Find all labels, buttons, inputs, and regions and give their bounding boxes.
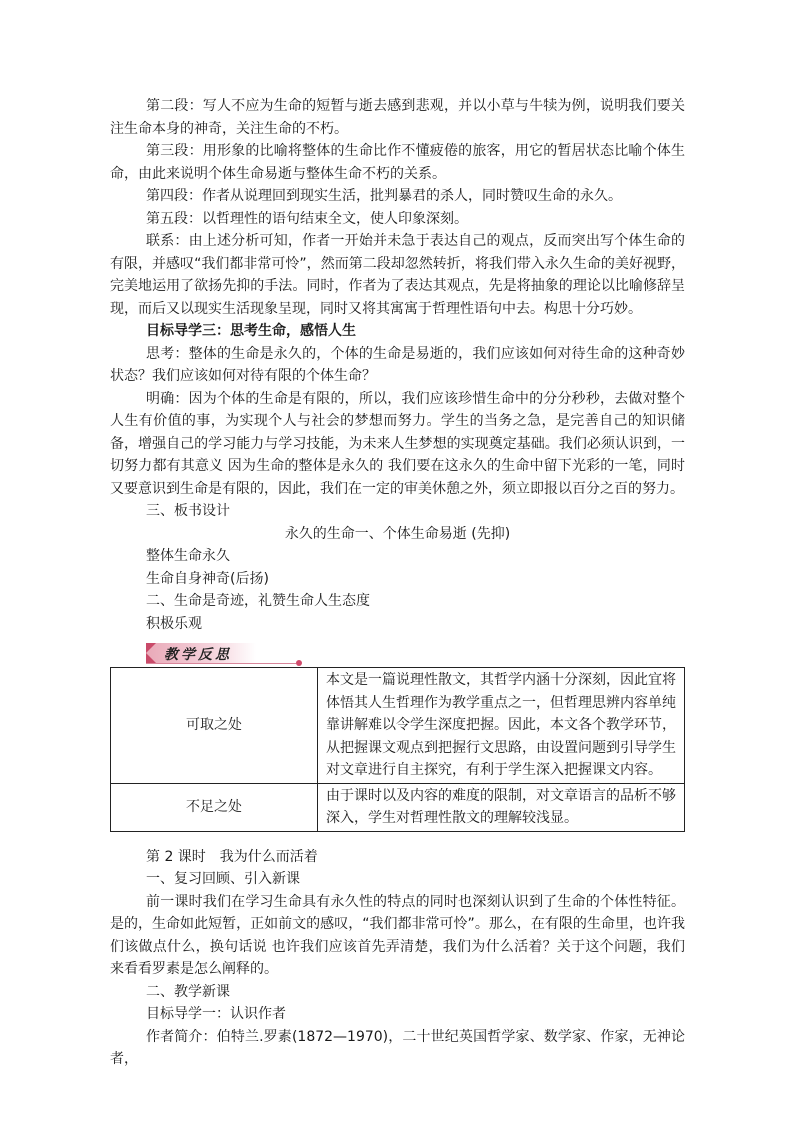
paragraph-lesson-intro: 前一课时我们在学习生命具有永久性的特点的同时也深刻认识到了生命的个体性特征。是的，生命如此短暂，正如前文的感叹，“我们都非常可怜”。那么，在有限的生命里，也许我们该做点什么，换句话说 也许我们应该首先弄清楚，我们为什么活着？关于这个问题，我们来看看罗素是怎么阐释的。 <box>110 893 685 977</box>
paragraph-section-three: 第三段：用形象的比喻将整体的生命比作不懂疲倦的旅客，用它的暂居状态比喻个体生命，由此来说明个体生命易逝与整体生命不朽的关系。 <box>110 143 685 182</box>
paragraph-answer: 明确：因为个体的生命是有限的，所以，我们应该珍惜生命中的分分秒秒，去做对整个人生有价值的事，为实现个人与社会的梦想而努力。学生的当务之急，是完善自己的知识储备，增强自己的学习能力与学习技能，为未来人生梦想的实现奠定基础。我们必须认识到，一切努力都有其意义 因为生命的整体是永久的 我们要在这永久的生命中留下光彩的一笔，同时又要意识到生命是有限的，因此，我们在一定的审美休憩之外，须立即报以百分之百的努力。 <box>110 390 685 497</box>
table-row <box>111 783 685 831</box>
goal-three-heading: 目标导学三：思考生命，感悟人生 <box>146 323 356 339</box>
reflection-table <box>110 667 685 832</box>
lesson-two-review-heading: 一、复习回顾、引入新课 <box>146 871 300 887</box>
paragraph-section-two: 第二段：写人不应为生命的短暂与逝去感到悲观，并以小草与牛犊为例，说明我们要关注生命本身的神奇，关注生命的不朽。 <box>110 98 685 137</box>
banner-title: 教学反思 <box>164 647 232 663</box>
board-design-heading: 三、板书设计 <box>146 503 230 519</box>
reflection-banner <box>146 641 276 663</box>
paragraph-section-five: 第五段：以哲理性的语句结束全文，使人印象深刻。 <box>146 210 468 227</box>
board-line-3: 二、生命是奇迹，礼赞生命人生态度 <box>146 593 370 609</box>
board-line-2: 生命自身神奇(后扬) <box>146 570 269 587</box>
paragraph-author: 作者简介：伯特兰.罗素(1872—1970)，二十世纪英国哲学家、数学家、作家，无神论者， <box>110 1028 685 1067</box>
lesson-two-new-heading: 二、教学新课 <box>146 983 230 1000</box>
paragraph-connection: 联系：由上述分析可知，作者一开始并未急于表达自己的观点，反而突出写个体生命的有限，并感叹“我们都非常可怜”，然而第二段却忽然转折，将我们带入永久生命的美好视野，完美地运用了欲扬先抑的手法。同时，作者为了表达其观点，先是将抽象的理论以比喻修辞呈现，而后又以现实生活现象呈现，同时又将其寓寓于哲理性语句中去。构思十分巧妙。 <box>110 233 685 317</box>
banner-dot-icon <box>296 660 302 666</box>
paragraph-section-four: 第四段：作者从说理回到现实生活，批判暴君的杀人，同时赞叹生命的永久。 <box>146 188 622 204</box>
paragraph-think: 思考：整体的生命是永久的，个体的生命是易逝的，我们应该如何对待生命的这种奇妙状态？我们应该如何对待有限的个体生命？ <box>110 345 685 384</box>
lesson-two-title: 第 2 课时 我为什么而活着 <box>146 848 318 865</box>
row-label: 可取之处 <box>111 668 318 784</box>
row-label: 不足之处 <box>111 783 318 831</box>
row-content: 由于课时以及内容的难度的限制，对文章语言的品析不够深入，学生对哲理性散文的理解较浅显。 <box>318 783 685 831</box>
banner-underline <box>146 663 296 664</box>
board-line-1: 整体生命永久 <box>146 548 230 564</box>
table-row <box>111 668 685 784</box>
goal-one-heading: 目标导学一：认识作者 <box>146 1006 286 1022</box>
board-title: 永久的生命一、个体生命易逝 (先抑) <box>284 525 511 542</box>
row-content: 本文是一篇说理性散文，其哲学内涵十分深刻，因此宜将体悟其人生哲理作为教学重点之一，但哲理思辨内容单纯靠讲解难以令学生深度把握。因此，本文各个教学环节，从把握课文观点到把握行文思路，由设置问题到引导学生对文章进行自主探究，有利于学生深入把握课文内容。 <box>318 668 685 784</box>
board-line-4: 积极乐观 <box>146 615 202 632</box>
document-page <box>110 95 685 1071</box>
banner-flag-icon <box>146 643 156 663</box>
